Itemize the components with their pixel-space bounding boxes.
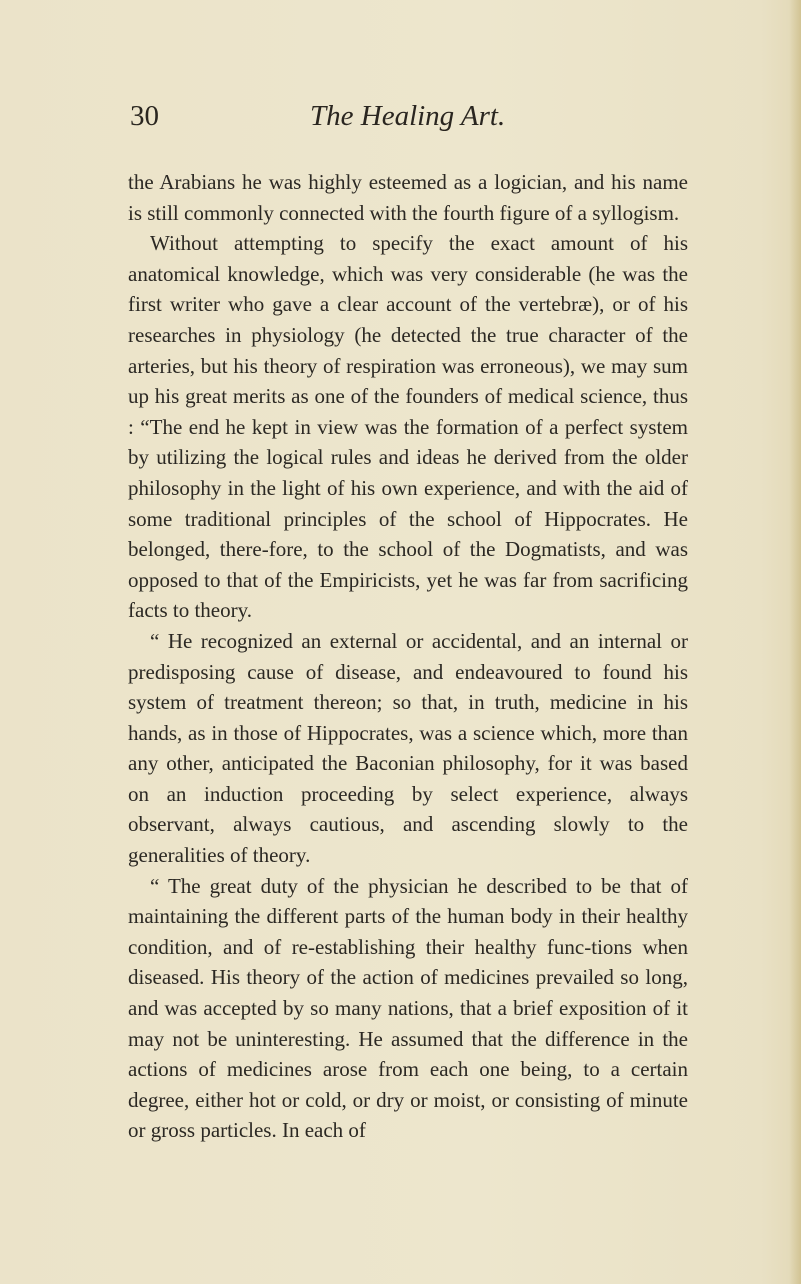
page-number: 30 — [130, 100, 159, 132]
page-edge-shadow — [789, 0, 801, 1284]
page-header — [130, 100, 690, 150]
paragraph: “ The great duty of the physician he described to be that of maintaining the different parts of the human body in their healthy condition, and of re-establishing their healthy func-tions when diseased. His theory of the action of medicines prevailed so long, and was accepted by so many nations, that a brief exposition of it may not be uninteresting. He assumed that the difference in the actions of medicines arose from each one being, to a certain degree, either hot or cold, or dry or moist, or consisting of minute or gross particles. In each of — [128, 873, 688, 1143]
running-head: The Healing Art. — [310, 100, 506, 132]
paragraph: “ He recognized an external or accidental, and an internal or predisposing cause of disease, and endeavoured to found his system of treatment thereon; so that, in truth, medicine in his hands, as in those of Hippocrates, was a science which, more than any other, anticipated the Baconian philosophy, for it was based on an induction proceeding by select experience, always observant, always cautious, and ascending slowly to the generalities of theory. — [128, 628, 688, 868]
paragraph-continuation: the Arabians he was highly esteemed as a logician, and his name is still commonly connected with the fourth figure of a syllogism. — [128, 170, 688, 225]
paragraph: Without attempting to specify the exact amount of his anatomical knowledge, which was very considerable (he was the first writer who gave a clear account of the vertebræ), or of his researches in physiology (he detected the true character of the arteries, but his theory of respiration was erroneous), we may sum up his great merits as one of the founders of medical science, thus : “The end he kept in view was the formation of a perfect system by utilizing the logical rules and ideas he derived from the older philosophy in the light of his own experience, and with the aid of some traditional principles of the school of Hippocrates. He belonged, there-fore, to the school of the Dogmatists, and was opposed to that of the Empiricists, yet he was far from sacrificing facts to theory. — [128, 231, 688, 623]
body-text — [128, 167, 688, 1146]
